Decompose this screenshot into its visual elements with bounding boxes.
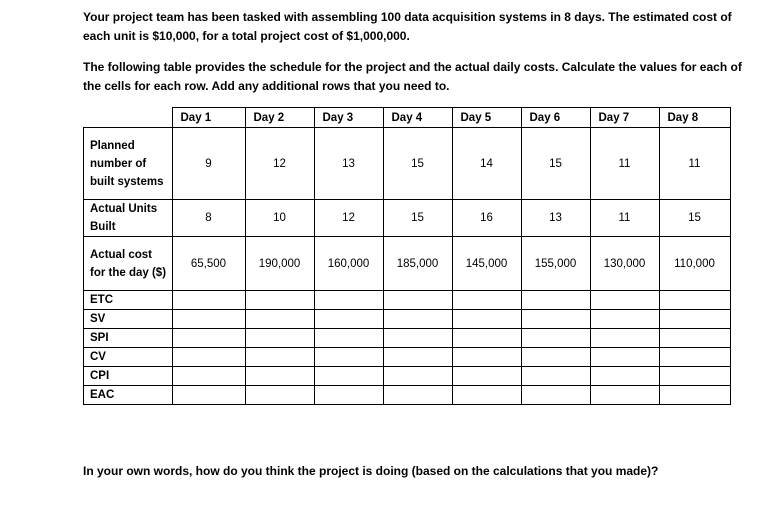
schedule-table xyxy=(83,107,731,405)
table-cell xyxy=(521,291,590,310)
table-cell xyxy=(245,367,314,386)
table-cell xyxy=(314,291,383,310)
table-cell: 190,000 xyxy=(245,237,314,291)
table-cell: 16 xyxy=(452,200,521,237)
column-header-day-4: Day 4 xyxy=(383,108,452,128)
table-cell xyxy=(452,329,521,348)
table-cell: 110,000 xyxy=(659,237,730,291)
table-cell: 12 xyxy=(245,128,314,200)
table-cell xyxy=(590,348,659,367)
table-cell xyxy=(314,310,383,329)
row-label: CV xyxy=(84,348,173,367)
table-cell: 65,500 xyxy=(172,237,245,291)
table-cell xyxy=(521,367,590,386)
column-header-day-2: Day 2 xyxy=(245,108,314,128)
table-cell: 155,000 xyxy=(521,237,590,291)
column-header-day-3: Day 3 xyxy=(314,108,383,128)
table-cell xyxy=(245,291,314,310)
table-cell xyxy=(172,310,245,329)
table-cell: 10 xyxy=(245,200,314,237)
table-row xyxy=(84,367,731,386)
table-cell: 185,000 xyxy=(383,237,452,291)
table-cell xyxy=(659,310,730,329)
table-cell xyxy=(172,291,245,310)
intro-paragraph-1: Your project team has been tasked with assembling 100 data acquisition systems in 8 days. The estimated cost of each unit is $10,000, for a total project cost of $1,000,000. xyxy=(83,10,732,43)
table-cell xyxy=(521,348,590,367)
table-cell xyxy=(172,367,245,386)
table-cell xyxy=(590,291,659,310)
table-cell xyxy=(172,329,245,348)
column-header-day-5: Day 5 xyxy=(452,108,521,128)
table-row xyxy=(84,237,731,291)
table-cell: 130,000 xyxy=(590,237,659,291)
table-cell xyxy=(314,348,383,367)
table-cell xyxy=(590,386,659,405)
table-cell xyxy=(659,348,730,367)
table-cell xyxy=(172,348,245,367)
table-cell xyxy=(452,386,521,405)
table-cell: 13 xyxy=(314,128,383,200)
table-cell: 13 xyxy=(521,200,590,237)
table-cell xyxy=(521,329,590,348)
table-cell xyxy=(245,310,314,329)
table-cell xyxy=(245,386,314,405)
table-cell xyxy=(659,386,730,405)
table-cell: 11 xyxy=(659,128,730,200)
table-row xyxy=(84,310,731,329)
table-cell: 15 xyxy=(383,200,452,237)
reflection-question: In your own words, how do you think the project is doing (based on the calculations that you made)? xyxy=(83,464,659,478)
table-cell xyxy=(452,310,521,329)
table-row xyxy=(84,200,731,237)
table-row xyxy=(84,291,731,310)
row-label: SPI xyxy=(84,329,173,348)
table-cell xyxy=(383,310,452,329)
table-cell: 15 xyxy=(659,200,730,237)
table-row xyxy=(84,348,731,367)
table-cell: 11 xyxy=(590,200,659,237)
table-cell: 15 xyxy=(521,128,590,200)
table-cell: 145,000 xyxy=(452,237,521,291)
table-cell xyxy=(659,291,730,310)
intro-paragraph-2: The following table provides the schedule for the project and the actual daily costs. Calculate the values for each of the cells for each row. Add any additional rows that you need to. xyxy=(83,60,742,93)
table-cell xyxy=(521,310,590,329)
row-label: Actual Units Built xyxy=(84,200,173,237)
table-cell: 160,000 xyxy=(314,237,383,291)
table-cell: 11 xyxy=(590,128,659,200)
table-cell xyxy=(383,348,452,367)
row-label: EAC xyxy=(84,386,173,405)
row-label: ETC xyxy=(84,291,173,310)
table-cell xyxy=(659,329,730,348)
table-cell xyxy=(314,386,383,405)
column-header-day-8: Day 8 xyxy=(659,108,730,128)
table-cell xyxy=(452,367,521,386)
row-label: SV xyxy=(84,310,173,329)
table-cell xyxy=(314,329,383,348)
table-header-row xyxy=(84,108,731,128)
table-row xyxy=(84,329,731,348)
column-header-day-1: Day 1 xyxy=(172,108,245,128)
table-cell: 8 xyxy=(172,200,245,237)
table-cell xyxy=(590,329,659,348)
table-cell: 9 xyxy=(172,128,245,200)
table-cell: 15 xyxy=(383,128,452,200)
table-cell xyxy=(383,367,452,386)
table-cell xyxy=(590,367,659,386)
table-row xyxy=(84,386,731,405)
table-cell xyxy=(383,329,452,348)
table-cell xyxy=(245,348,314,367)
row-label: CPI xyxy=(84,367,173,386)
table-cell xyxy=(659,367,730,386)
table-cell xyxy=(245,329,314,348)
table-cell xyxy=(314,367,383,386)
row-label: Planned number of built systems xyxy=(84,128,173,200)
table-cell xyxy=(383,386,452,405)
row-label: Actual cost for the day ($) xyxy=(84,237,173,291)
column-header-day-7: Day 7 xyxy=(590,108,659,128)
table-cell: 14 xyxy=(452,128,521,200)
table-cell xyxy=(590,310,659,329)
table-cell xyxy=(521,386,590,405)
table-cell xyxy=(452,348,521,367)
table-corner-cell xyxy=(84,108,173,128)
table-cell xyxy=(172,386,245,405)
column-header-day-6: Day 6 xyxy=(521,108,590,128)
table-cell xyxy=(383,291,452,310)
table-cell: 12 xyxy=(314,200,383,237)
table-cell xyxy=(452,291,521,310)
table-row xyxy=(84,128,731,200)
